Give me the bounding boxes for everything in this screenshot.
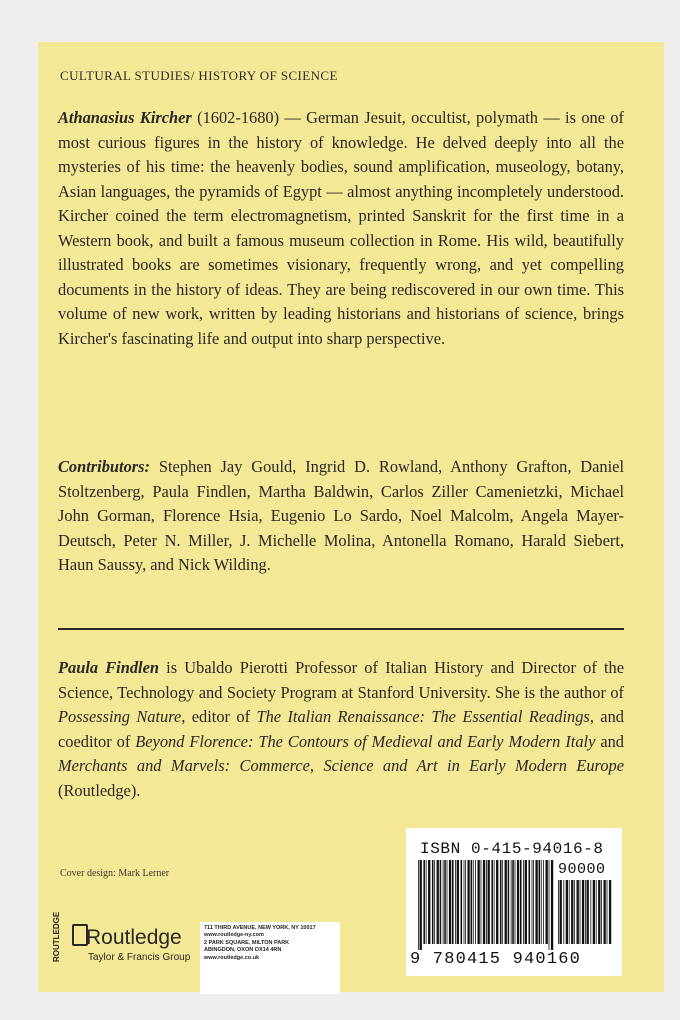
category-label: CULTURAL STUDIES/ HISTORY OF SCIENCE — [60, 68, 338, 83]
barcode-bar — [580, 880, 581, 944]
barcode-bar — [525, 860, 527, 944]
book-title: Beyond Florence: The Contours of Medieval and Early Modern Italy — [135, 731, 596, 751]
book-title: Possessing Nature — [58, 707, 182, 726]
barcode-bar — [569, 880, 570, 944]
price-addon-label: 90000 — [558, 861, 606, 878]
barcode-bar — [502, 860, 503, 944]
barcode-bar — [585, 880, 586, 944]
barcode-bar — [551, 860, 553, 950]
barcode-bar — [447, 860, 448, 944]
publisher-name: Routledge — [86, 926, 182, 949]
barcode-bar — [465, 860, 466, 944]
barcode-bar — [455, 860, 456, 944]
barcode-bar — [512, 860, 514, 944]
barcode-bar — [478, 860, 480, 944]
cover-design-credit: Cover design: Mark Lerner — [60, 868, 170, 879]
barcode-bar — [604, 880, 606, 944]
barcode-bar — [587, 880, 589, 944]
editor-bio-text: is Ubaldo Pierotti Professor of Italian History and Director of the Science, Technology and Society Program at Stanford University. She is the author of — [58, 658, 624, 702]
barcode-bar — [571, 880, 573, 944]
contributors-heading: Contributors: — [58, 457, 151, 476]
ean-barcode-bars — [418, 860, 554, 950]
barcode-bar — [434, 860, 435, 944]
barcode-bar — [496, 860, 498, 944]
back-cover — [38, 42, 664, 992]
barcode-bar — [440, 860, 442, 944]
barcode-bar — [532, 860, 533, 944]
barcode-bar — [475, 860, 476, 944]
barcode-bar — [596, 880, 597, 944]
barcode-bar — [437, 860, 439, 944]
barcode-bar — [582, 880, 584, 944]
barcode-bar — [520, 860, 522, 944]
barcode-bar — [529, 860, 531, 944]
barcode-bar — [428, 860, 430, 944]
subject-name: Athanasius Kircher — [58, 108, 192, 127]
barcode-bar — [549, 860, 550, 950]
barcode-bar — [426, 860, 427, 944]
barcode-bar — [558, 880, 559, 944]
barcode-bar — [481, 860, 482, 944]
address-line: ABINGDON, OXON OX14 4RN — [204, 947, 282, 954]
barcode-bar — [457, 860, 459, 944]
barcode-bar — [420, 860, 422, 950]
barcode-bar — [461, 860, 463, 944]
description-paragraph — [58, 106, 624, 351]
editor-name: Paula Findlen — [58, 658, 159, 677]
address-line: www.routledge.co.uk — [204, 954, 260, 961]
barcode-bar — [593, 880, 595, 944]
barcode-bar — [464, 860, 465, 944]
barcode-bar — [601, 880, 602, 944]
barcode-bar — [471, 860, 473, 944]
barcode-bar — [541, 860, 542, 944]
barcode-bar — [452, 860, 454, 944]
ean-number: 9 780415 940160 — [410, 950, 582, 969]
barcode-bar — [563, 880, 564, 944]
publisher-logo — [52, 911, 202, 970]
section-divider — [58, 628, 624, 630]
barcode-bar — [533, 860, 534, 944]
description-text: (1602-1680) — German Jesuit, occultist, polymath — is one of most curious figures in the history of knowledge. He delved deeply into all the mysteries of his time: the heavenly bodies, sound amplification, museology, botany, Asian languages, the pyramids of Egypt — almost anything incompletely understood. Kircher coined the term electromagnetism, printed Sanskrit for the first time in a Western book, and built a famous museum collection in Rome. His wild, beautifully illustrated books are sometimes visionary, frequently wrong, and yet compelling documents in the history of ideas. They are being rediscovered in our own time. This volume of new work, written by leading historians and historians of science, brings Kircher's fascinating life and output into sharp perspective. — [58, 108, 624, 348]
barcode-bar — [423, 860, 425, 944]
barcode-bar — [449, 860, 451, 944]
barcode-bar — [546, 860, 548, 944]
barcode-bar — [517, 860, 519, 944]
editor-bio-text: (Routledge). — [58, 780, 141, 800]
barcode-bar — [444, 860, 446, 944]
barcode-bar — [494, 860, 495, 944]
book-title: The Italian Renaissance: The Essential Readings — [256, 707, 590, 726]
book-title: Merchants and Marvels: Commerce, Science and Art in Early Modern Europe — [58, 756, 624, 775]
address-line: 2 PARK SQUARE, MILTON PARK — [204, 939, 290, 946]
barcode-bar — [467, 860, 469, 944]
contributors-list: Stephen Jay Gould, Ingrid D. Rowland, Anthony Grafton, Daniel Stoltzenberg, Paula Findlen, Martha Baldwin, Carlos Ziller Camenietzki, Michael John Gorman, Florence Hsia, Eugenio Lo Sardo, Noel Malcolm, Angela Mayer-Deutsch, Peter N. Miller, J. Michelle Molina, Antonella Romano, Harald Siebert, Haun Saussy, and Nick Wilding. — [58, 457, 624, 574]
barcode-bar — [574, 880, 575, 944]
barcode-bar — [609, 880, 611, 944]
barcode-bar — [432, 860, 434, 944]
address-line: 711 THIRD AVENUE, NEW YORK, NY 10017 — [204, 925, 316, 931]
barcode-bar — [483, 860, 485, 944]
barcode-bar — [511, 860, 512, 944]
barcode-bar — [486, 860, 487, 944]
addon-barcode-bars — [558, 880, 612, 950]
barcode-bar — [560, 880, 562, 944]
contributors-paragraph — [58, 455, 624, 578]
barcode-bar — [539, 860, 541, 944]
barcode-bar — [491, 860, 493, 944]
barcode-bar — [607, 880, 608, 944]
barcode-bar — [566, 880, 568, 944]
editor-bio-text: and — [595, 731, 624, 751]
barcode-bar — [523, 860, 524, 944]
barcode-bar — [473, 860, 474, 944]
barcode-bar — [535, 860, 537, 944]
barcode-bar — [500, 860, 502, 944]
barcode-bar — [515, 860, 516, 944]
address-line: www.routledge-ny.com — [204, 932, 264, 939]
editor-bio-text: , editor of — [181, 707, 257, 726]
isbn-label: ISBN 0-415-94016-8 — [420, 840, 604, 858]
editor-bio-paragraph — [58, 656, 624, 803]
publisher-spine-mark: ROUTLEDGE — [52, 911, 61, 962]
barcode-bar — [505, 860, 507, 944]
barcode-bar — [598, 880, 600, 944]
isbn-barcode — [406, 828, 622, 976]
editor-bio-text: , and coeditor of — [58, 707, 624, 751]
barcode-bar — [543, 860, 544, 944]
barcode-bar — [443, 860, 444, 944]
publisher-address — [200, 922, 340, 994]
barcode-bar — [488, 860, 490, 944]
publisher-group: Taylor & Francis Group — [88, 952, 191, 963]
barcode-bar — [508, 860, 510, 944]
barcode-bar — [590, 880, 591, 944]
barcode-bar — [418, 860, 419, 950]
barcode-bar — [577, 880, 579, 944]
